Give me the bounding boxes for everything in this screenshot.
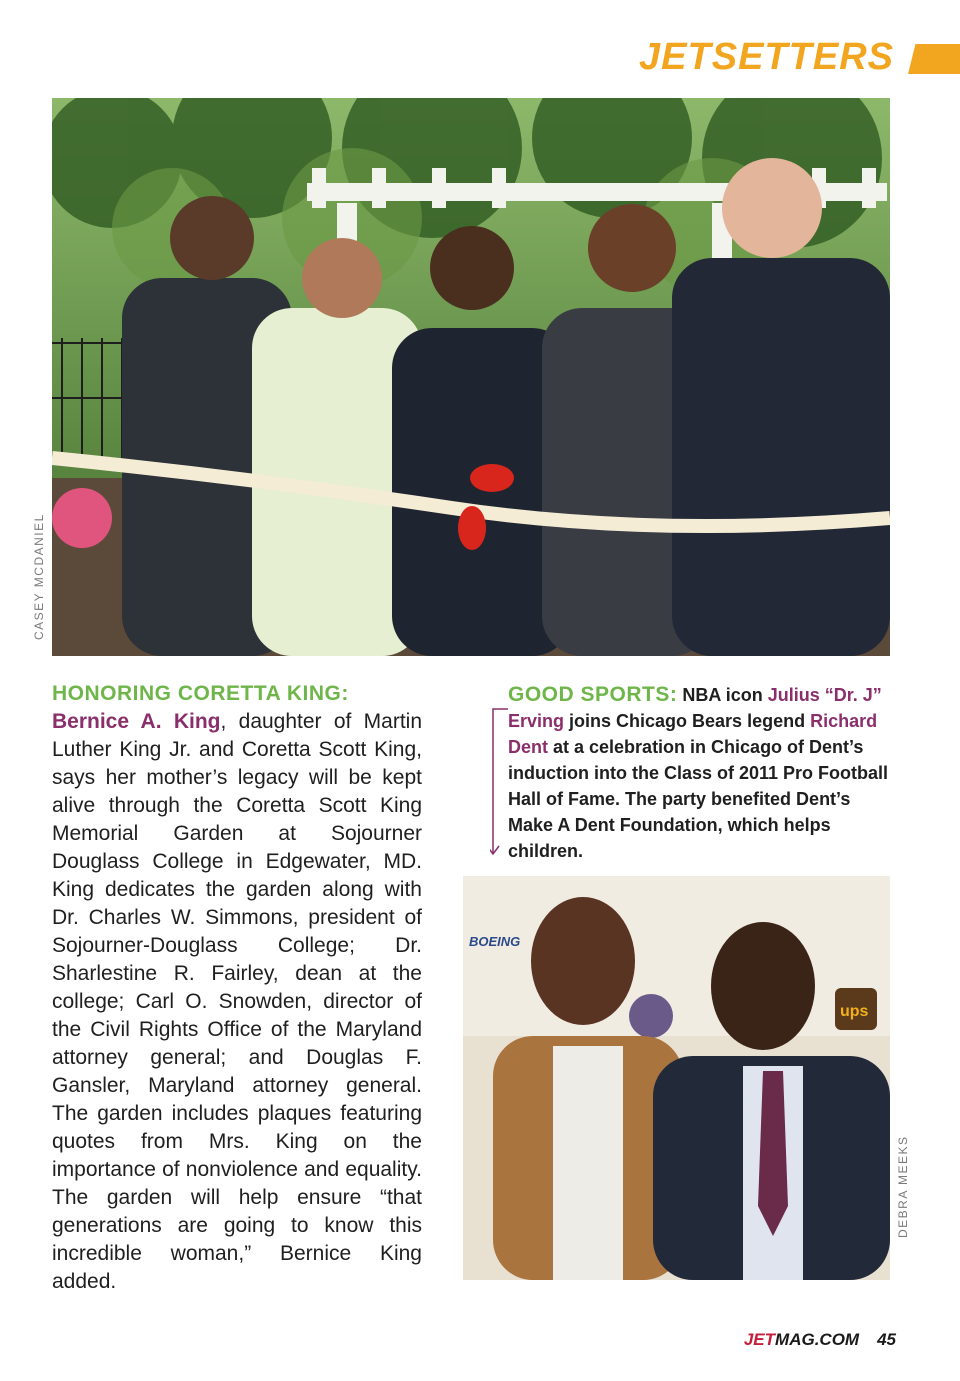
story-name-highlight: Bernice A. King [52,710,221,733]
story-body-text: , daughter of Martin Luther King Jr. and Coretta Scott King, says her mother’s legacy will be kept alive through the Coretta Scott King Memorial Garden at Sojourner Douglass College in Edgewater, MD. King dedicates the garden along with Dr. Charles W. Simmons, president of Sojourner-Douglass College; Dr. Sharlestine R. Fairley, dean at the college; Carl O. Snowden, director of the Civil Rights Office of the Maryland attorney general; and Douglas F. Gansler, Maryland attorney general. The garden includes plaques featuring quotes from Mrs. King on the importance of nonviolence and equality. The garden will help ensure “that generations are going to know this incredible woman,” Bernice King added. [52,710,422,1293]
page-number: 45 [877,1330,896,1349]
section-accent-bar [908,44,960,74]
story-kicker: HONORING CORETTA KING: [52,682,349,705]
story-text-3: at a celebration in Chicago of Dent’s induction into the Class of 2011 Pro Football Hall of Fame. The party benefited Dent’s Make A Dent Foundation, which helps children. [508,737,889,861]
ribbon-cutting-photo [52,98,890,656]
story-text-1: NBA icon [677,685,768,705]
section-title: JETSETTERS [639,36,894,78]
caption-arrow [490,708,508,856]
story-name-highlight: Julius “Dr. J” Erving [508,685,882,731]
site-name-red: JET [743,1330,776,1349]
page-footer [744,1330,896,1350]
backdrop-logo-right: ups [840,1003,869,1020]
photo-credit-top: CASEY MCDANIEL [32,513,46,640]
story-honoring-coretta-king [52,680,422,1296]
story-text-2: joins Chicago Bears legend [564,711,811,731]
good-sports-photo [463,876,890,1280]
backdrop-logo-left: BOEING [469,934,521,949]
story-kicker: GOOD SPORTS: [508,683,678,706]
story-name-highlight: Richard Dent [508,711,878,757]
photo-credit-bottom: DEBRA MEEKS [896,1135,910,1238]
story-good-sports [508,682,890,864]
site-name-rest: MAG.COM [775,1330,860,1349]
